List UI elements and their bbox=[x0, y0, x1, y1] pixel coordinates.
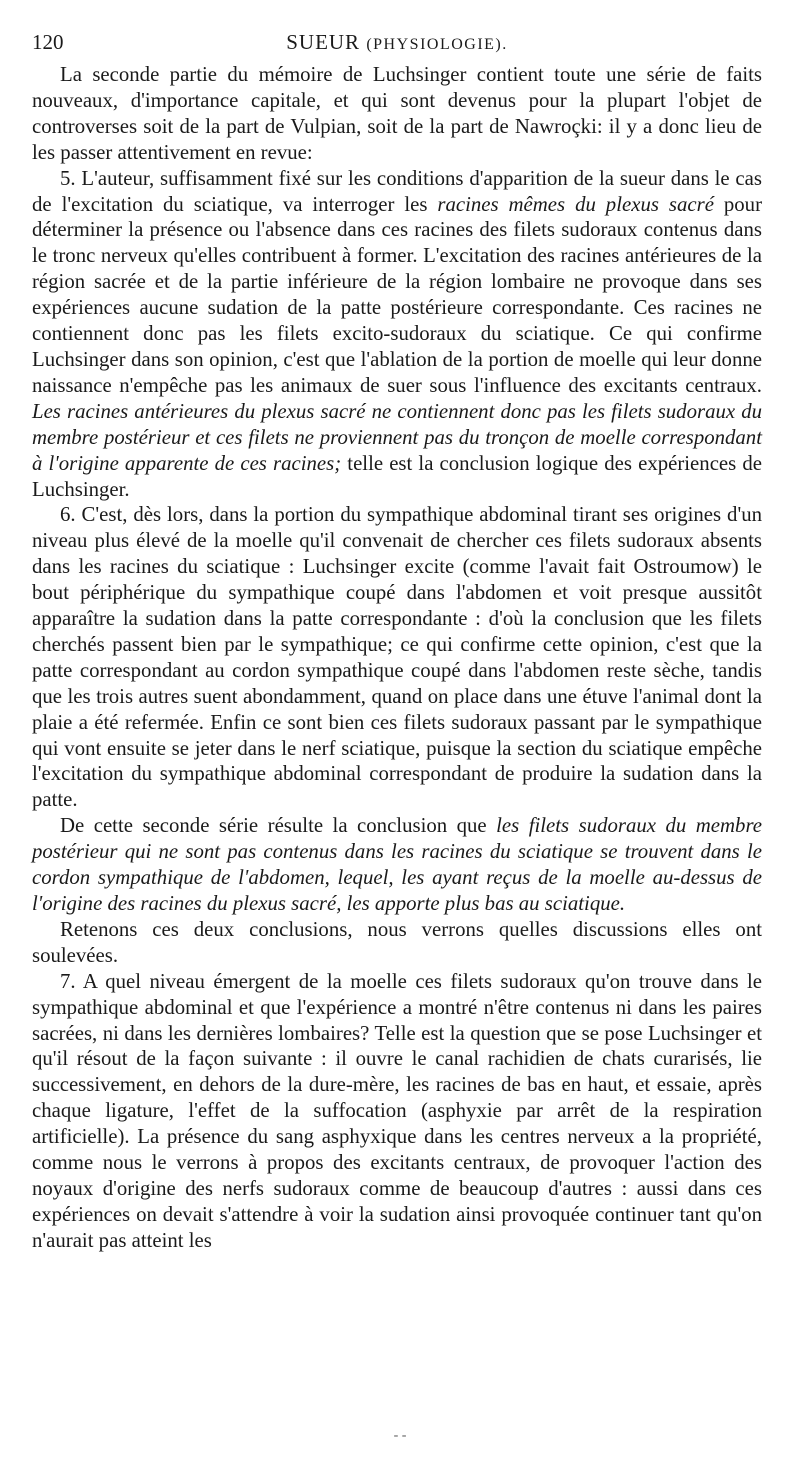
italic-text: les filets sudoraux du membre postérieur qui ne sont pas contenus dans les racines du sciatique se trouvent dans le cordon sympathique de l'abdomen, lequel, les ayant reçus de la moelle au-dessus de l'origine des racines du plexus sacré, les apporte plus bas au sciatique. bbox=[32, 814, 762, 915]
paragraph bbox=[32, 813, 762, 917]
paragraph bbox=[32, 917, 762, 969]
running-head-subtitle: (PHYSIOLOGIE). bbox=[366, 36, 508, 53]
footer-mark: - - bbox=[393, 1428, 407, 1443]
text-run: 6. C'est, dès lors, dans la portion du sympathique abdominal tirant ses origines d'un niveau plus élevé de la moelle qu'il convenait de chercher ces filets sudoraux absents dans les racines du sciatique : Luchsinger excite (comme l'avait fait Ostroumow) le bout périphérique du sympathique coupé dans l'abdomen et voit presque aussitôt apparaître la sudation dans la patte correspondante : d'où la conclusion que les filets cherchés passent bien par le sympathique; ce qui confirme cette opinion, c'est que la patte correspondant au cordon sympathique coupé dans l'abdomen reste sèche, tandis que les trois autres suent abondamment, quand on place dans une étuve l'animal dont la plaie a été refermée. Enfin ce sont bien ces filets sudoraux passant par le sympathique qui vont ensuite se jeter dans le nerf sciatique, puisque la section du sciatique empêche l'excitation du sympathique abdominal correspondant de produire la sudation dans la patte. bbox=[32, 503, 762, 812]
paragraph bbox=[32, 166, 762, 503]
paragraph bbox=[32, 502, 762, 813]
italic-text: Les racines antérieures du plexus sacré ne contiennent donc pas les filets sudoraux du membre postérieur et ces filets ne proviennent pas du tronçon de moelle correspondant à l'origine apparente de ces racines; bbox=[32, 399, 762, 475]
text-run: Retenons ces deux conclusions, nous verrons quelles discussions elles ont soulevées. bbox=[32, 917, 762, 967]
text-run: pour déterminer la présence ou l'absence dans ces racines des filets sudoraux contenus dans le tronc nerveux qu'elles contribuent à former. L'excitation des racines antérieures de la région sacrée et de la partie inférieure de la région lombaire ne provoque dans ses expériences aucune sudation de la patte postérieure correspondante. Ces racines ne contiennent donc pas les filets excito-sudoraux du sciatique. Ce qui confirme Luchsinger dans son opinion, c'est que l'ablation de la portion de moelle qui leur donne naissance n'empêche pas les animaux de suer sous l'influence des excitants centraux. bbox=[32, 192, 762, 397]
text-run: 5. L'auteur, suffisamment fixé sur les conditions d'apparition de la sueur dans le cas de l'excitation du sciatique, va interroger les bbox=[32, 166, 762, 216]
text-run: 7. A quel niveau émergent de la moelle ces filets sudoraux qu'on trouve dans le sympathique abdominal et que l'expérience a montré n'être contenus ni dans les paires sacrées, ni dans les dernières lombaires? Telle est la question que se pose Luchsinger et qu'il résout de la façon suivante : il ouvre le canal rachidien de chats curarisés, lie successivement, en dehors de la dure-mère, les racines de bas en haut, et essaie, après chaque ligature, l'effet de la suffocation (asphyxie par arrêt de la respiration artificielle). La présence du sang asphyxique dans les centres nerveux a la propriété, comme nous le verrons à propos des excitants centraux, de provoquer l'action des noyaux d'origine des nerfs sudoraux comme de beaucoup d'autres : aussi dans ces expériences on devait s'attendre à voir la sudation ainsi provoquée continuer tant qu'on n'aurait pas atteint les bbox=[32, 969, 762, 1252]
body-text bbox=[32, 62, 762, 1254]
page-header bbox=[32, 30, 762, 60]
page-number: 120 bbox=[32, 30, 64, 54]
text-run: telle est la conclusion logique des expériences de Luchsinger. bbox=[32, 451, 762, 501]
text-run: De cette seconde série résulte la conclusion que bbox=[60, 814, 497, 838]
running-head-title: SUEUR bbox=[286, 30, 361, 54]
italic-text: racines mêmes du plexus sacré bbox=[437, 192, 714, 216]
text-run: La seconde partie du mémoire de Luchsinger contient toute une série de faits nouveaux, d'importance capitale, et qui sont devenus pour la plupart l'objet de controverses soit de la part de Vulpian, soit de la part de Nawroçki: il y a donc lieu de les passer attentivement en revue: bbox=[32, 63, 762, 164]
running-head bbox=[32, 30, 762, 55]
paragraph bbox=[32, 969, 762, 1254]
paragraph bbox=[32, 62, 762, 166]
